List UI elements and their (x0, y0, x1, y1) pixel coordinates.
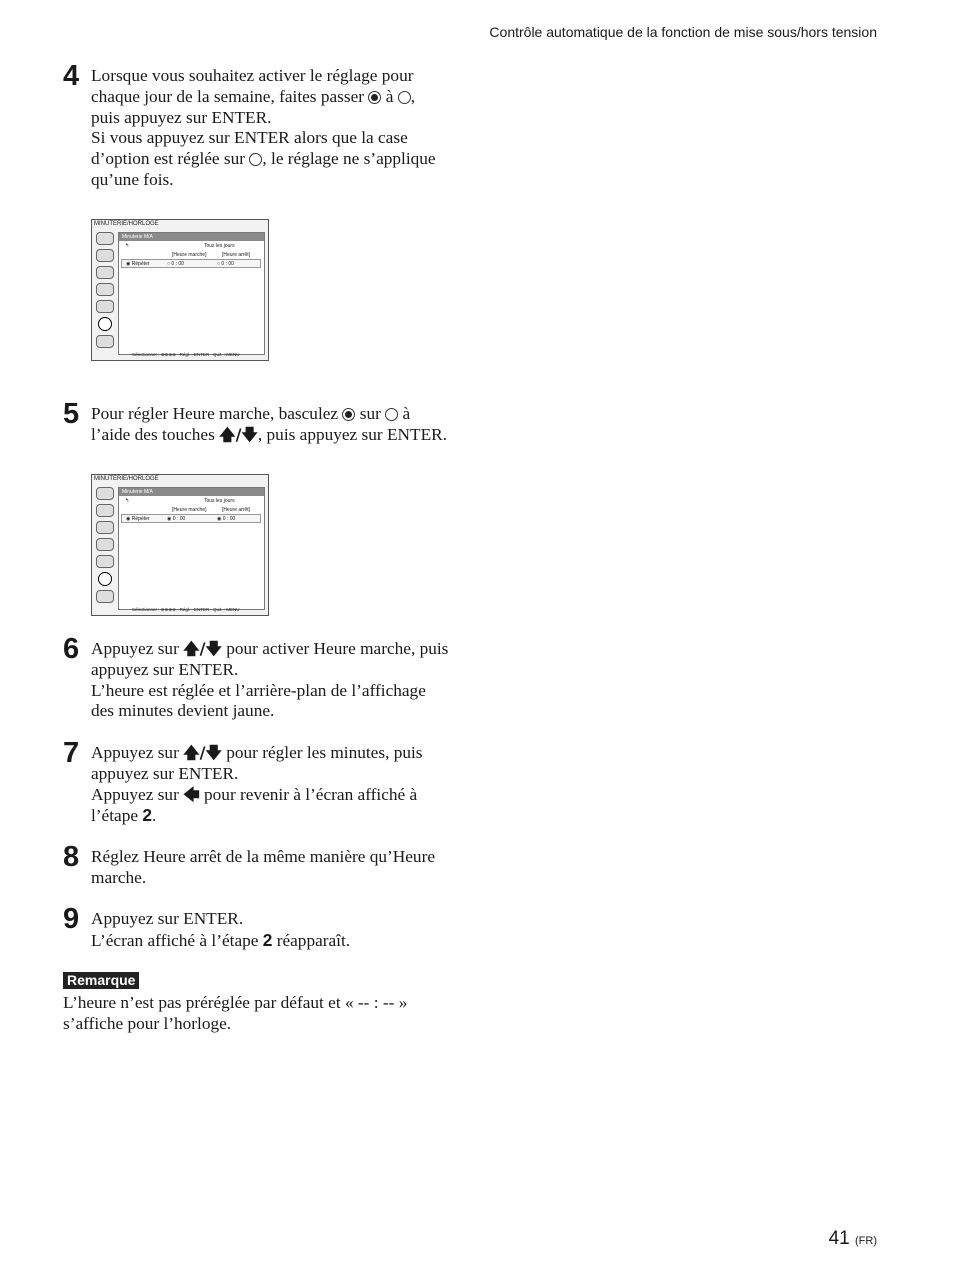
radio-off-icon (398, 91, 411, 104)
menu-icon-column (94, 232, 116, 352)
step-text: l’étape 2. (91, 805, 157, 826)
step-text: L’écran affiché à l’étape 2 réapparaît. (91, 929, 351, 950)
setup-menu-icon (96, 538, 114, 551)
radio-off-icon (249, 153, 262, 166)
off-time-header: [Heure arrêt] (222, 252, 251, 258)
menu-icon-column (94, 487, 116, 607)
sound-menu-icon (96, 249, 114, 262)
step-text: Lorsque vous souhaitez activer le réglage pour (91, 66, 414, 85)
step-text: Réglez Heure arrêt de la même manière qu’Heure (91, 847, 435, 866)
up-down-arrow-icon: 🡅/🡇 (219, 424, 258, 444)
step-number: 7 (63, 737, 80, 769)
on-time-header: [Heure marche] (172, 252, 207, 258)
input-menu-icon (96, 300, 114, 313)
sound-menu-icon (96, 504, 114, 517)
screen-title: MINUTERIE/HORLOGE (94, 221, 159, 227)
picture-menu-icon (96, 487, 114, 500)
timer-panel (118, 487, 265, 610)
step-number: 9 (63, 903, 80, 935)
clock-icon (98, 572, 112, 586)
on-time-header: [Heure marche] (172, 507, 207, 513)
note-label: Remarque (63, 972, 139, 989)
on-time-value: ◉ 0 : 00 (167, 516, 186, 522)
repeat-option: ◉ Répéter (126, 261, 150, 267)
screen-footer: Sélectionner : ⊕⊕⊕⊕ Régl. : ENTER Quit. : MENU (132, 352, 240, 357)
panel-bar: Minuterie M/A (119, 233, 264, 241)
option-menu-icon (96, 590, 114, 603)
step-text: marche. (91, 867, 147, 887)
step-number: 8 (63, 841, 80, 873)
radio-on-icon (342, 408, 355, 421)
running-header: Contrôle automatique de la fonction de mise sous/hors tension (489, 24, 877, 40)
step-text: qu’une fois. (91, 169, 174, 189)
input-menu-icon (96, 555, 114, 568)
step-number: 5 (63, 398, 80, 430)
menu-screenshot (91, 219, 269, 361)
note-text: L’heure n’est pas préréglée par défaut et « -- : -- » s’affiche pour l’horloge. (63, 993, 408, 1033)
every-day-label: Tous les jours (204, 243, 235, 249)
screen-footer: Sélectionner : ⊕⊕⊕⊕ Régl. : ENTER Quit. : MENU (132, 607, 240, 612)
return-icon: ↰ (125, 243, 130, 249)
page-number: 41 (FR) (828, 1228, 877, 1249)
screen-menu-icon (96, 521, 114, 534)
menu-screenshot (91, 474, 269, 616)
step-8 (63, 841, 463, 889)
repeat-row (121, 259, 261, 268)
option-menu-icon (96, 335, 114, 348)
clock-icon (98, 317, 112, 331)
step-6 (63, 633, 463, 722)
return-icon: ↰ (125, 498, 130, 504)
off-time-value: ◉ 0 : 00 (217, 516, 236, 522)
step-text: appuyez sur ENTER. (91, 763, 239, 783)
step-text: l’aide des touches 🡅/🡇, puis appuyez sur ENTER. (91, 424, 447, 444)
left-arrow-icon: 🡄 (183, 784, 200, 804)
every-day-label: Tous les jours (204, 498, 235, 504)
radio-off-icon (385, 408, 398, 421)
step-text: chaque jour de la semaine, faites passer à , (91, 86, 416, 106)
step-text: Pour régler Heure marche, basculez sur à (91, 404, 411, 423)
repeat-option: ◉ Répéter (126, 516, 150, 522)
step-text: L’heure est réglée et l’arrière-plan de l’affichage (91, 680, 426, 700)
step-text: puis appuyez sur ENTER. (91, 107, 272, 127)
step-7 (63, 737, 463, 827)
up-down-arrow-icon: 🡅/🡇 (183, 743, 222, 762)
step-text: d’option est réglée sur , le réglage ne s’applique (91, 149, 436, 169)
step-number: 6 (63, 633, 80, 665)
off-time-header: [Heure arrêt] (222, 507, 251, 513)
step-9 (63, 903, 463, 952)
step-text: appuyez sur ENTER. (91, 659, 239, 679)
step-text: Appuyez sur 🡅/🡇 pour régler les minutes, puis (91, 743, 423, 762)
screen-menu-icon (96, 266, 114, 279)
up-down-arrow-icon: 🡅/🡇 (183, 639, 222, 658)
step-text: Appuyez sur ENTER. (91, 909, 244, 928)
on-time-value: ○ 0 : 00 (167, 261, 184, 267)
picture-menu-icon (96, 232, 114, 245)
off-time-value: ○ 0 : 00 (217, 261, 234, 267)
timer-panel (118, 232, 265, 355)
screen-title: MINUTERIE/HORLOGE (94, 476, 159, 482)
panel-bar: Minuterie M/A (119, 488, 264, 496)
step-text: Si vous appuyez sur ENTER alors que la case (91, 128, 408, 148)
step-5 (63, 398, 463, 446)
radio-on-icon (368, 91, 381, 104)
repeat-row (121, 514, 261, 523)
setup-menu-icon (96, 283, 114, 296)
step-4 (63, 60, 463, 191)
step-text: Appuyez sur 🡅/🡇 pour activer Heure marche, puis (91, 639, 449, 658)
step-text: Appuyez sur 🡄 pour revenir à l’écran affiché à (91, 784, 418, 804)
step-text: des minutes devient jaune. (91, 701, 275, 721)
step-number: 4 (63, 60, 80, 92)
